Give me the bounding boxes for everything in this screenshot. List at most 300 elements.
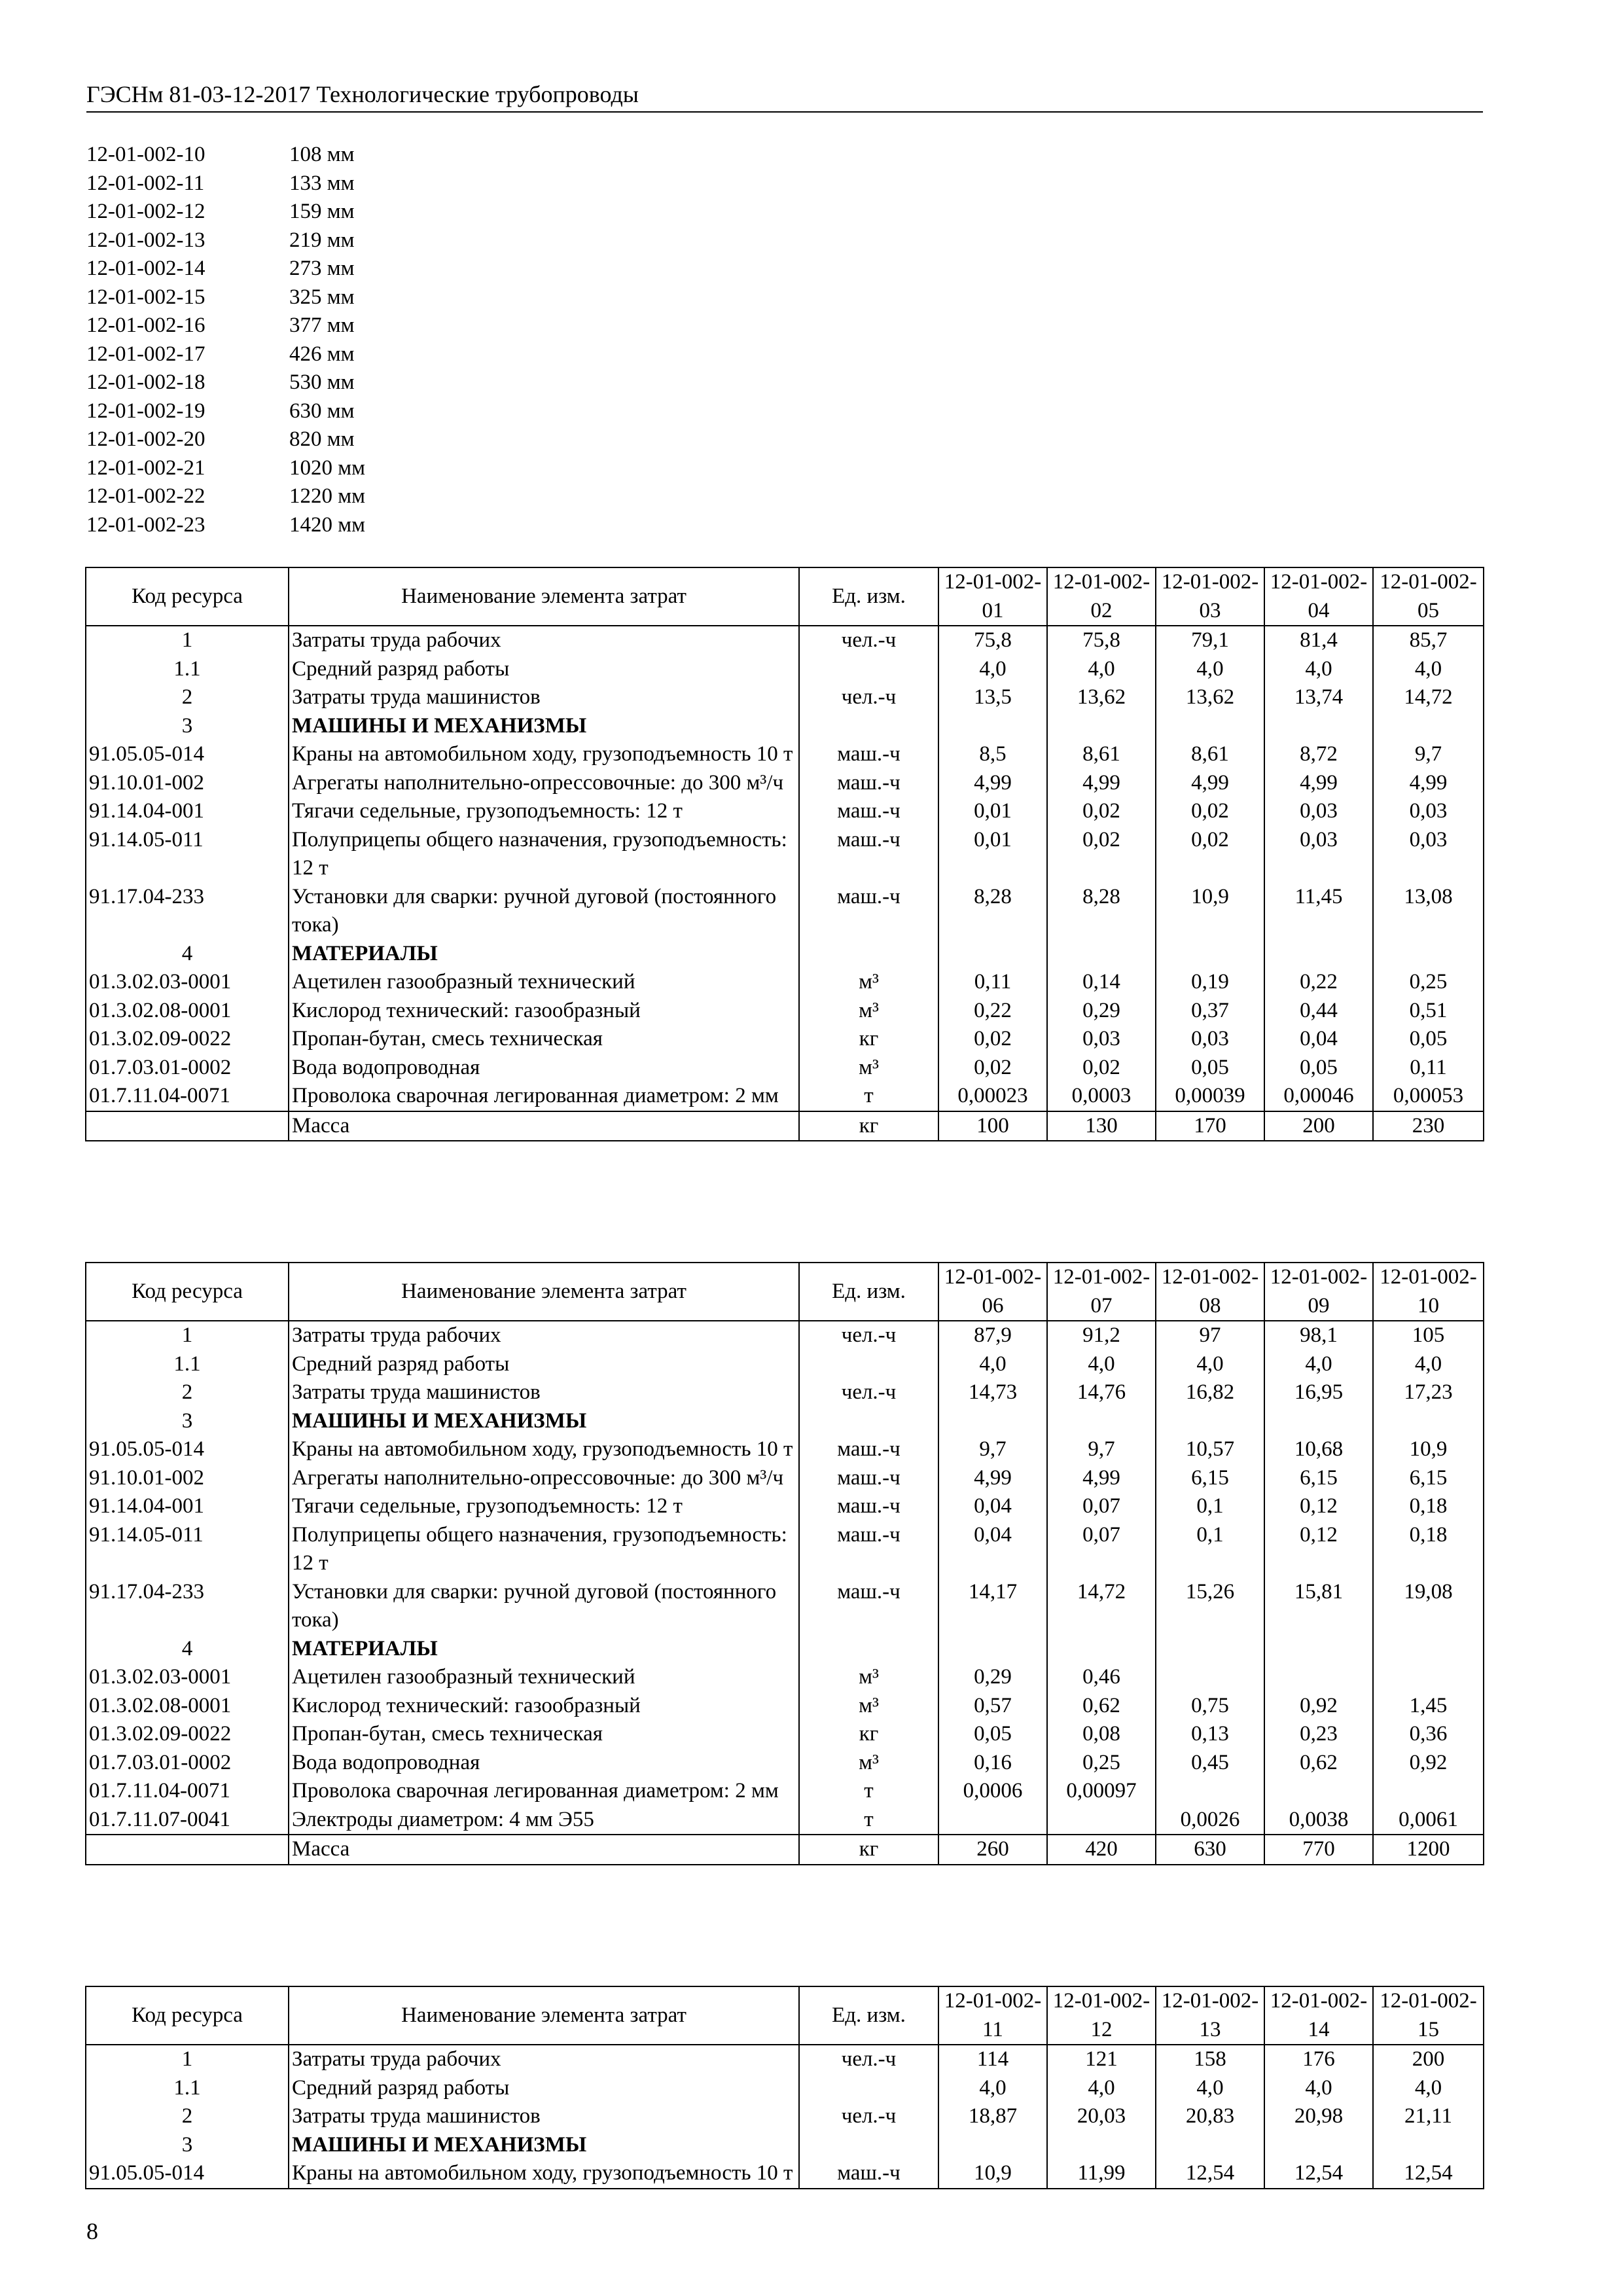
norm-value: 15,81	[1264, 1578, 1373, 1635]
column-header-norm-code: 12-01-002-06	[938, 1263, 1047, 1321]
norm-value: 0,0061	[1373, 1806, 1484, 1835]
resource-code: 01.7.11.04-0071	[86, 1082, 289, 1111]
resource-name: Тягачи седельные, грузоподъемность: 12 т	[289, 797, 799, 826]
norm-value: 0,0026	[1156, 1806, 1264, 1835]
norm-value	[1047, 2131, 1156, 2160]
resource-name: Пропан-бутан, смесь техническая	[289, 1720, 799, 1749]
table-row	[86, 968, 1484, 997]
unit-of-measure	[799, 712, 938, 741]
norm-value	[1156, 1635, 1264, 1664]
norm-value	[1373, 2131, 1484, 2160]
norm-value: 4,0	[1156, 1350, 1264, 1379]
norm-value: 0,45	[1156, 1749, 1264, 1778]
norm-value: 0,02	[1047, 797, 1156, 826]
code: 12-01-002-13	[86, 228, 205, 252]
norm-value: 11,99	[1047, 2159, 1156, 2189]
resource-name: Средний разряд работы	[289, 655, 799, 684]
unit-of-measure: маш.-ч	[799, 1578, 938, 1635]
norm-value: 75,8	[938, 626, 1047, 655]
unit-of-measure: чел.-ч	[799, 626, 938, 655]
resource-name: Средний разряд работы	[289, 2074, 799, 2103]
norm-value: 4,0	[1156, 655, 1264, 684]
resource-code: 1.1	[86, 655, 289, 684]
norm-value: 0,03	[1373, 826, 1484, 883]
unit-of-measure: чел.-ч	[799, 2045, 938, 2074]
norm-value: 0,07	[1047, 1492, 1156, 1521]
unit-of-measure	[799, 2074, 938, 2103]
norm-value: 0,75	[1156, 1692, 1264, 1721]
table-row	[86, 1635, 1484, 1664]
resource-code: 91.14.05-011	[86, 1521, 289, 1578]
unit-of-measure: маш.-ч	[799, 826, 938, 883]
unit-of-measure	[799, 1635, 938, 1664]
pipe-diameter: 219 мм	[289, 228, 355, 252]
resource-name: Агрегаты наполнительно-опрессовочные: до 300 м³/ч	[289, 1464, 799, 1493]
table-row	[86, 683, 1484, 712]
norm-value	[1156, 1407, 1264, 1436]
norm-value: 4,99	[1047, 1464, 1156, 1493]
resource-code: 3	[86, 2131, 289, 2160]
norm-value: 13,08	[1373, 883, 1484, 940]
resource-code: 91.10.01-002	[86, 1464, 289, 1493]
norm-value: 0,00097	[1047, 1777, 1156, 1806]
unit-of-measure	[799, 2131, 938, 2160]
unit-of-measure: чел.-ч	[799, 2102, 938, 2131]
table-row	[86, 740, 1484, 769]
norm-value	[1156, 1663, 1264, 1692]
code-list-item	[86, 198, 365, 226]
unit-of-measure: кг	[799, 1835, 938, 1865]
unit-of-measure: кг	[799, 1111, 938, 1141]
table-row	[86, 2102, 1484, 2131]
norm-value	[1373, 1777, 1484, 1806]
norm-value: 79,1	[1156, 626, 1264, 655]
norm-value: 20,83	[1156, 2102, 1264, 2131]
resource-name: Вода водопроводная	[289, 1749, 799, 1778]
norm-value: 20,98	[1264, 2102, 1373, 2131]
resource-name: Краны на автомобильном ходу, грузоподъемность 10 т	[289, 1435, 799, 1464]
code-list-item	[86, 425, 365, 454]
unit-of-measure: м³	[799, 1692, 938, 1721]
norm-value: 8,72	[1264, 740, 1373, 769]
norm-value: 4,0	[1373, 655, 1484, 684]
norm-value: 15,26	[1156, 1578, 1264, 1635]
unit-of-measure: маш.-ч	[799, 2159, 938, 2189]
norm-value	[1047, 712, 1156, 741]
table-header-row	[86, 1986, 1484, 2045]
column-header-unit: Ед. изм.	[799, 567, 938, 626]
norm-value: 0,25	[1047, 1749, 1156, 1778]
pipe-diameter: 108 мм	[289, 143, 355, 166]
table-row	[86, 1521, 1484, 1578]
resource-code: 01.3.02.03-0001	[86, 968, 289, 997]
norm-value: 0,13	[1156, 1720, 1264, 1749]
norm-value: 230	[1373, 1111, 1484, 1141]
norm-value: 0,04	[938, 1521, 1047, 1578]
norm-value: 0,05	[1264, 1054, 1373, 1083]
norm-value: 260	[938, 1835, 1047, 1865]
resource-name: Установки для сварки: ручной дуговой (постоянного тока)	[289, 883, 799, 940]
norm-value: 21,11	[1373, 2102, 1484, 2131]
norm-value: 121	[1047, 2045, 1156, 2074]
resource-code: 2	[86, 683, 289, 712]
norm-value	[1264, 1777, 1373, 1806]
norm-value: 0,1	[1156, 1521, 1264, 1578]
norm-value: 1,45	[1373, 1692, 1484, 1721]
resource-table	[85, 1262, 1484, 1865]
pipe-diameter: 530 мм	[289, 370, 355, 394]
table-row	[86, 1720, 1484, 1749]
norm-value: 85,7	[1373, 626, 1484, 655]
table-row	[86, 1054, 1484, 1083]
table-header-row	[86, 567, 1484, 626]
norm-value	[1156, 1777, 1264, 1806]
code: 12-01-002-11	[86, 171, 205, 195]
code: 12-01-002-17	[86, 342, 205, 366]
norm-value: 630	[1156, 1835, 1264, 1865]
unit-of-measure	[799, 1350, 938, 1379]
resource-code: 01.7.11.04-0071	[86, 1777, 289, 1806]
resource-name: Средний разряд работы	[289, 1350, 799, 1379]
code: 12-01-002-14	[86, 257, 205, 280]
code: 12-01-002-23	[86, 512, 205, 537]
norm-value: 12,54	[1373, 2159, 1484, 2189]
norm-value: 0,08	[1047, 1720, 1156, 1749]
table-header-row	[86, 1263, 1484, 1321]
table-row	[86, 1378, 1484, 1407]
pipe-diameter: 630 мм	[289, 399, 355, 423]
resource-table	[85, 1986, 1484, 2189]
resource-code: 3	[86, 1407, 289, 1436]
unit-of-measure: т	[799, 1777, 938, 1806]
resource-code: 01.7.03.01-0002	[86, 1749, 289, 1778]
table-row	[86, 997, 1484, 1026]
norm-value	[938, 712, 1047, 741]
table-row	[86, 797, 1484, 826]
section-title: МАШИНЫ И МЕХАНИЗМЫ	[289, 1407, 799, 1436]
norm-value: 0,11	[1373, 1054, 1484, 1083]
resource-name: Масса	[289, 1111, 799, 1141]
norm-value: 0,02	[938, 1054, 1047, 1083]
pipe-diameter: 377 мм	[289, 314, 355, 337]
column-header-norm-code: 12-01-002-01	[938, 567, 1047, 626]
resource-code: 91.14.04-001	[86, 1492, 289, 1521]
norm-value: 4,99	[938, 1464, 1047, 1493]
resource-table	[85, 567, 1484, 1141]
section-title: МАШИНЫ И МЕХАНИЗМЫ	[289, 712, 799, 741]
column-header-norm-code: 12-01-002-11	[938, 1986, 1047, 2045]
column-header-unit: Ед. изм.	[799, 1986, 938, 2045]
code: 12-01-002-20	[86, 427, 205, 451]
pipe-diameter: 1220 мм	[289, 484, 366, 508]
resource-name: Краны на автомобильном ходу, грузоподъемность 10 т	[289, 740, 799, 769]
code-list-item	[86, 283, 365, 312]
code-list-item	[86, 511, 365, 540]
norm-value: 0,02	[1047, 826, 1156, 883]
unit-of-measure: м³	[799, 997, 938, 1026]
unit-of-measure: м³	[799, 1054, 938, 1083]
pipe-diameter: 273 мм	[289, 257, 355, 280]
code-list-item	[86, 368, 365, 397]
page-number: 8	[86, 2218, 98, 2244]
section-title: МАТЕРИАЛЫ	[289, 1635, 799, 1664]
norm-value: 0,03	[1264, 797, 1373, 826]
table-row	[86, 1578, 1484, 1635]
column-header-norm-code: 12-01-002-02	[1047, 567, 1156, 626]
resource-code: 01.7.03.01-0002	[86, 1054, 289, 1083]
norm-value: 17,23	[1373, 1378, 1484, 1407]
norm-value: 158	[1156, 2045, 1264, 2074]
norm-value	[1264, 1407, 1373, 1436]
page-header	[86, 80, 1483, 113]
norm-value: 0,44	[1264, 997, 1373, 1026]
norm-value: 13,5	[938, 683, 1047, 712]
code-list	[86, 141, 365, 539]
table-row	[86, 2045, 1484, 2074]
resource-name: Установки для сварки: ручной дуговой (постоянного тока)	[289, 1578, 799, 1635]
norm-value: 18,87	[938, 2102, 1047, 2131]
table-row	[86, 1082, 1484, 1111]
norm-value: 0,01	[938, 826, 1047, 883]
norm-value: 0,46	[1047, 1663, 1156, 1692]
norm-value	[1156, 2131, 1264, 2160]
code-list-item	[86, 141, 365, 170]
norm-value: 6,15	[1373, 1464, 1484, 1493]
norm-value: 0,04	[1264, 1025, 1373, 1054]
resource-name: Проволока сварочная легированная диаметром: 2 мм	[289, 1777, 799, 1806]
unit-of-measure: кг	[799, 1720, 938, 1749]
norm-value: 0,00046	[1264, 1082, 1373, 1111]
norm-value	[1373, 712, 1484, 741]
norm-value: 13,74	[1264, 683, 1373, 712]
norm-value	[1264, 1635, 1373, 1664]
norm-value: 0,12	[1264, 1521, 1373, 1578]
norm-value	[1264, 2131, 1373, 2160]
resource-name: Вода водопроводная	[289, 1054, 799, 1083]
code-list-item	[86, 482, 365, 511]
code-list-item	[86, 397, 365, 426]
norm-value: 0,51	[1373, 997, 1484, 1026]
norm-value: 10,9	[938, 2159, 1047, 2189]
code-list-item	[86, 340, 365, 369]
norm-value: 4,0	[1264, 655, 1373, 684]
norm-value: 4,0	[1264, 1350, 1373, 1379]
norm-value: 4,99	[938, 769, 1047, 798]
resource-name: Полуприцепы общего назначения, грузоподъемность: 12 т	[289, 1521, 799, 1578]
resource-name: Краны на автомобильном ходу, грузоподъемность 10 т	[289, 2159, 799, 2189]
norm-value	[1264, 712, 1373, 741]
resource-code: 01.3.02.03-0001	[86, 1663, 289, 1692]
norm-value: 4,0	[1047, 655, 1156, 684]
norm-value: 0,00023	[938, 1082, 1047, 1111]
code: 12-01-002-21	[86, 456, 205, 480]
mass-row	[86, 1835, 1484, 1865]
norm-value: 10,9	[1373, 1435, 1484, 1464]
code-list-item	[86, 170, 365, 198]
column-header-norm-code: 12-01-002-14	[1264, 1986, 1373, 2045]
norm-value: 16,95	[1264, 1378, 1373, 1407]
unit-of-measure: м³	[799, 1663, 938, 1692]
norm-value	[938, 940, 1047, 969]
norm-value: 0,0003	[1047, 1082, 1156, 1111]
code: 12-01-002-16	[86, 314, 205, 337]
norm-value: 0,18	[1373, 1521, 1484, 1578]
norm-value: 0,1	[1156, 1492, 1264, 1521]
norm-value: 0,03	[1264, 826, 1373, 883]
unit-of-measure: т	[799, 1082, 938, 1111]
resource-name: Полуприцепы общего назначения, грузоподъемность: 12 т	[289, 826, 799, 883]
norm-value: 0,05	[938, 1720, 1047, 1749]
norm-value: 9,7	[938, 1435, 1047, 1464]
norm-value: 87,9	[938, 1321, 1047, 1350]
norm-value: 0,01	[938, 797, 1047, 826]
resource-code: 91.05.05-014	[86, 2159, 289, 2189]
norm-value	[1373, 1407, 1484, 1436]
resource-name: Ацетилен газообразный технический	[289, 968, 799, 997]
pipe-diameter: 325 мм	[289, 285, 355, 309]
norm-value: 10,68	[1264, 1435, 1373, 1464]
section-title: МАТЕРИАЛЫ	[289, 940, 799, 969]
norm-value: 9,7	[1373, 740, 1484, 769]
resource-name: Затраты труда машинистов	[289, 2102, 799, 2131]
unit-of-measure: маш.-ч	[799, 1435, 938, 1464]
norm-value: 14,76	[1047, 1378, 1156, 1407]
resource-code: 91.05.05-014	[86, 740, 289, 769]
norm-value: 0,0006	[938, 1777, 1047, 1806]
norm-value: 0,03	[1156, 1025, 1264, 1054]
norm-value: 4,99	[1156, 769, 1264, 798]
unit-of-measure: кг	[799, 1025, 938, 1054]
unit-of-measure: маш.-ч	[799, 883, 938, 940]
column-header-norm-code: 12-01-002-04	[1264, 567, 1373, 626]
norm-value: 170	[1156, 1111, 1264, 1141]
table-row	[86, 1350, 1484, 1379]
pipe-diameter: 820 мм	[289, 427, 355, 451]
table-row	[86, 2074, 1484, 2103]
norm-value: 0,12	[1264, 1492, 1373, 1521]
resource-code	[86, 1835, 289, 1865]
column-header-code: Код ресурса	[86, 567, 289, 626]
norm-value: 10,57	[1156, 1435, 1264, 1464]
norm-value: 4,0	[1156, 2074, 1264, 2103]
norm-value: 0,05	[1373, 1025, 1484, 1054]
resource-code: 01.3.02.08-0001	[86, 1692, 289, 1721]
norm-value	[1047, 1407, 1156, 1436]
column-header-code: Код ресурса	[86, 1263, 289, 1321]
unit-of-measure: м³	[799, 1749, 938, 1778]
table-row	[86, 2131, 1484, 2160]
norm-value: 4,99	[1047, 769, 1156, 798]
table-row	[86, 2159, 1484, 2189]
norm-value: 200	[1373, 2045, 1484, 2074]
norm-value: 0,23	[1264, 1720, 1373, 1749]
resource-code: 01.3.02.08-0001	[86, 997, 289, 1026]
resource-name: Ацетилен газообразный технический	[289, 1663, 799, 1692]
norm-value: 0,37	[1156, 997, 1264, 1026]
norm-value: 16,82	[1156, 1378, 1264, 1407]
resource-code: 91.14.04-001	[86, 797, 289, 826]
unit-of-measure: чел.-ч	[799, 1321, 938, 1350]
norm-value: 8,61	[1156, 740, 1264, 769]
norm-value: 114	[938, 2045, 1047, 2074]
norm-value	[1156, 940, 1264, 969]
resource-name: Затраты труда рабочих	[289, 626, 799, 655]
norm-value: 4,0	[938, 2074, 1047, 2103]
resource-name: Агрегаты наполнительно-опрессовочные: до 300 м³/ч	[289, 769, 799, 798]
norm-value: 13,62	[1156, 683, 1264, 712]
norm-value: 0,36	[1373, 1720, 1484, 1749]
norm-value: 14,72	[1373, 683, 1484, 712]
table-row	[86, 883, 1484, 940]
norm-value: 9,7	[1047, 1435, 1156, 1464]
column-header-name: Наименование элемента затрат	[289, 1263, 799, 1321]
column-header-code: Код ресурса	[86, 1986, 289, 2045]
table-row	[86, 940, 1484, 969]
norm-value: 0,29	[1047, 997, 1156, 1026]
table-row	[86, 1663, 1484, 1692]
resource-code	[86, 1111, 289, 1141]
norm-value: 0,05	[1156, 1054, 1264, 1083]
code: 12-01-002-22	[86, 484, 205, 508]
resource-code: 4	[86, 1635, 289, 1664]
norm-value	[938, 1806, 1047, 1835]
norm-value: 0,25	[1373, 968, 1484, 997]
code: 12-01-002-15	[86, 285, 205, 309]
norm-value: 6,15	[1156, 1464, 1264, 1493]
norm-value: 14,72	[1047, 1578, 1156, 1635]
column-header-norm-code: 12-01-002-10	[1373, 1263, 1484, 1321]
norm-value: 0,22	[938, 997, 1047, 1026]
unit-of-measure: маш.-ч	[799, 1464, 938, 1493]
table-row	[86, 1749, 1484, 1778]
column-header-norm-code: 12-01-002-09	[1264, 1263, 1373, 1321]
norm-value: 81,4	[1264, 626, 1373, 655]
norm-value: 8,28	[1047, 883, 1156, 940]
norm-value	[1047, 1806, 1156, 1835]
code-list-item	[86, 255, 365, 283]
norm-value: 8,61	[1047, 740, 1156, 769]
pipe-diameter: 1020 мм	[289, 456, 366, 480]
norm-value: 0,16	[938, 1749, 1047, 1778]
norm-value	[1264, 940, 1373, 969]
norm-value: 0,07	[1047, 1521, 1156, 1578]
pipe-diameter: 426 мм	[289, 342, 355, 366]
norm-value: 176	[1264, 2045, 1373, 2074]
unit-of-measure: т	[799, 1806, 938, 1835]
resource-name: Кислород технический: газообразный	[289, 997, 799, 1026]
unit-of-measure: маш.-ч	[799, 769, 938, 798]
column-header-norm-code: 12-01-002-03	[1156, 567, 1264, 626]
norm-value: 0,04	[938, 1492, 1047, 1521]
unit-of-measure	[799, 940, 938, 969]
norm-value: 130	[1047, 1111, 1156, 1141]
norm-value: 100	[938, 1111, 1047, 1141]
unit-of-measure: м³	[799, 968, 938, 997]
column-header-norm-code: 12-01-002-12	[1047, 1986, 1156, 2045]
pipe-diameter: 1420 мм	[289, 512, 366, 537]
norm-value: 12,54	[1156, 2159, 1264, 2189]
resource-code: 91.17.04-233	[86, 883, 289, 940]
norm-value: 0,11	[938, 968, 1047, 997]
norm-value: 0,02	[1047, 1054, 1156, 1083]
document-title: ГЭСНм 81-03-12-2017 Технологические трубопроводы	[86, 81, 639, 107]
resource-code: 3	[86, 712, 289, 741]
table-row	[86, 655, 1484, 684]
resource-name: Затраты труда машинистов	[289, 1378, 799, 1407]
norm-value	[938, 2131, 1047, 2160]
norm-value: 20,03	[1047, 2102, 1156, 2131]
norm-value: 14,17	[938, 1578, 1047, 1635]
